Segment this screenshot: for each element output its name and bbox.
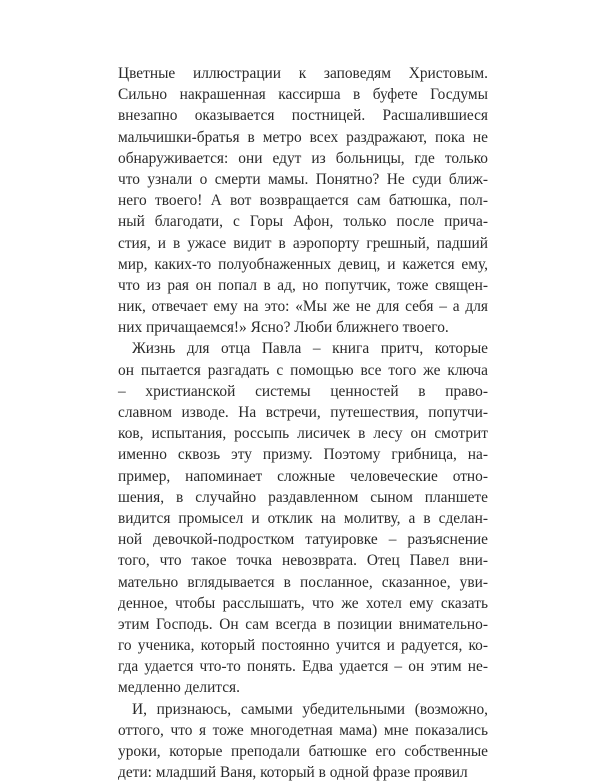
text-line: что узнали о смерти мамы. Понятно? Не суди ближ- — [118, 170, 488, 188]
text-line: пример, напоминает сложные человеческие отно- — [118, 467, 488, 485]
text-line: него твоего! А вот возвращается сам батюшка, пол- — [118, 192, 488, 210]
text-line: И, признаюсь, самыми убедительными (возможно, — [132, 700, 488, 718]
text-line: обнаруживается: они едут из больницы, где только — [118, 149, 488, 167]
text-line: ный благодати, с Горы Афон, только после прича- — [118, 213, 488, 231]
text-line: этим Господь. Он сам всегда в позиции внимательно- — [118, 615, 488, 633]
text-line: Цветные иллюстрации к заповедям Христовым. — [118, 65, 488, 82]
text-line: он пытается разгадать с помощью все того же ключа — [118, 361, 488, 379]
text-line: внезапно оказывается постницей. Расшалившиеся — [118, 107, 488, 125]
paragraph — [118, 63, 488, 338]
paragraph — [118, 338, 488, 698]
text-line: мальчишки-братья в метро всех раздражают, пока не — [118, 128, 488, 146]
text-line: что из рая он попал в ад, но попутчик, тоже священ- — [118, 276, 488, 294]
text-line: уроки, которые преподали батюшке его собственные — [118, 743, 488, 760]
text-line: Жизнь для отца Павла – книга притч, которые — [132, 340, 488, 358]
text-line: дети: младший Ваня, который в одной фразе проявил — [118, 764, 468, 782]
text-line: славном изводе. На встречи, путешествия, попутчи- — [118, 404, 488, 421]
text-line: мательно вглядывается в посланное, сказанное, уви- — [118, 573, 488, 591]
text-line: денное, чтобы расслышать, что же хотел ему сказать — [118, 594, 488, 612]
text-line: медленно делится. — [118, 679, 240, 697]
text-line: го ученика, который постоянно учится и радуется, ко- — [118, 637, 488, 655]
text-line: того, что такое точка невозврата. Отец Павел вни- — [118, 552, 488, 570]
text-line: ков, испытания, россыпь лисичек в лесу он смотрит — [118, 425, 488, 443]
text-line: стия, и в ужасе видит в аэропорту грешный, падший — [118, 234, 488, 252]
text-line: них причащаемся!» Ясно? Люби ближнего твоего. — [118, 319, 449, 337]
text-line: шения, в случайно раздавленном сыном планшете — [118, 488, 488, 506]
text-line: ной девочкой-подростком татуировке – разъяснение — [118, 531, 488, 549]
text-line: ник, отвечает ему на это: «Мы же не для себя – а для — [118, 298, 488, 316]
text-line: оттого, что я тоже многодетная мама) мне показались — [118, 721, 488, 739]
text-line: Сильно накрашенная кассирша в буфете Госдумы — [118, 86, 488, 104]
text-line: именно сквозь эту призму. Поэтому грибница, на- — [118, 446, 488, 464]
text-line: видится промысел и отклик на молитву, а в сделан- — [118, 509, 488, 527]
text-line: мир, каких-то полуобнаженных девиц, и кажется ему, — [118, 255, 488, 273]
paragraph — [118, 699, 488, 783]
text-line: – христианской системы ценностей в право- — [118, 382, 488, 400]
body-text — [118, 63, 488, 783]
text-line: гда удается что-то понять. Едва удается – он этим не- — [118, 658, 488, 676]
